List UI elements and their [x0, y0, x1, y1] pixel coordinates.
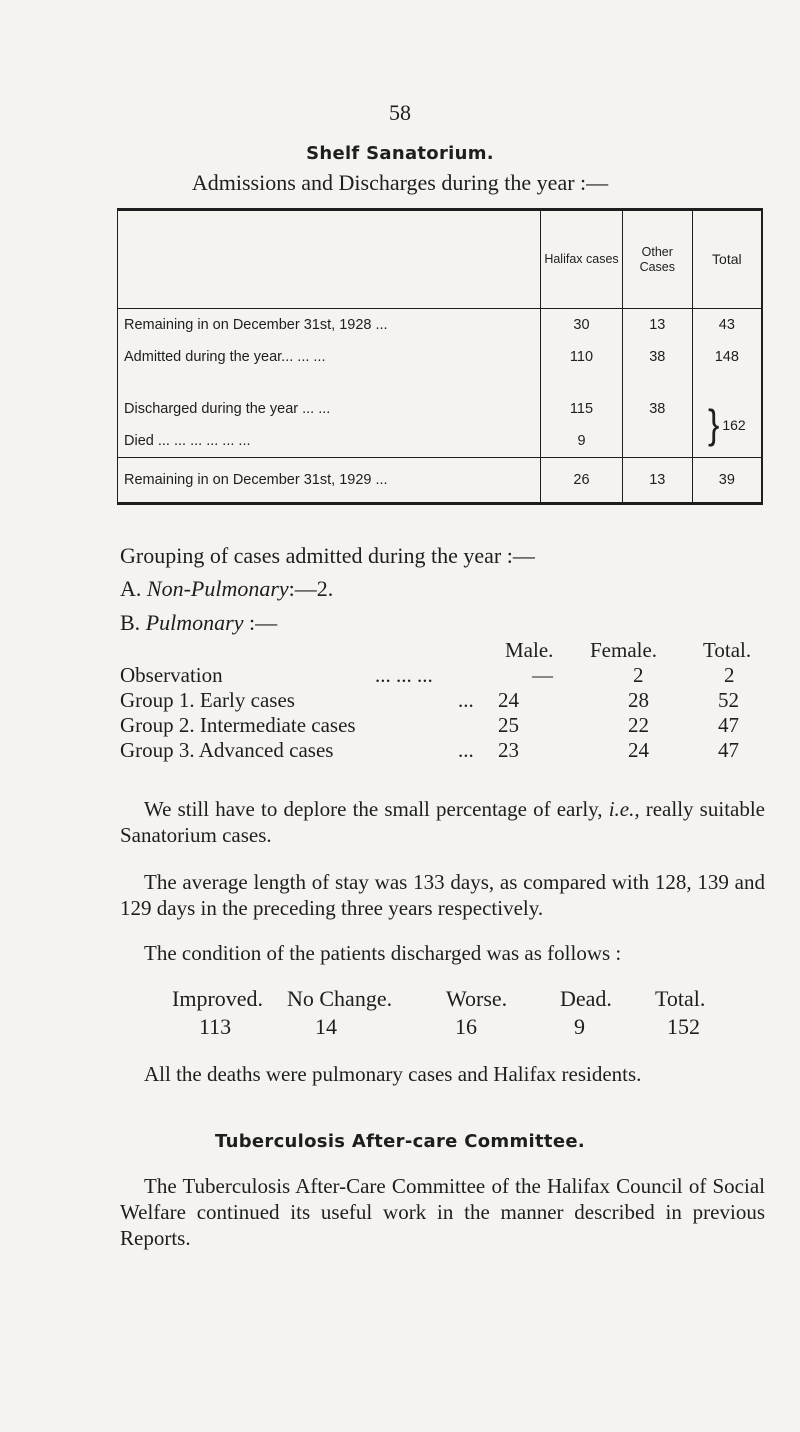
row-label: Died ... ... ... ... ... ... — [124, 433, 251, 449]
pulmonary-label: Pulmonary — [145, 610, 244, 635]
paragraph-average-stay: The average length of stay was 133 days, as compared with 128, 139 and 129 days in the preceding three years respectively. — [120, 870, 765, 920]
header-blank — [118, 210, 541, 309]
condition-value: 14 — [315, 1014, 337, 1039]
pulmonary-suffix: :— — [248, 610, 278, 635]
table-row — [118, 309, 763, 342]
group-male: 23 — [498, 738, 519, 762]
cell-halifax: 9 — [541, 425, 623, 458]
page-number: 58 — [389, 100, 411, 125]
cell-halifax: 26 — [541, 458, 623, 504]
condition-header: Improved. — [172, 986, 264, 1011]
para-text: really suitable Sanatorium cases. — [120, 797, 765, 847]
col-total: Total. — [703, 638, 752, 662]
condition-value: 16 — [455, 1014, 477, 1039]
group-total: 47 — [718, 713, 739, 737]
group-label: Group 3. Advanced cases — [120, 738, 334, 762]
condition-value: 113 — [199, 1014, 232, 1039]
para-text: We still have to deplore the small percentage of early, — [144, 797, 609, 821]
table-row — [118, 425, 763, 458]
row-label: Discharged during the year ... ... — [124, 401, 331, 417]
cell-other: 38 — [622, 341, 692, 373]
pulmonary-line — [120, 610, 277, 636]
row-label: Remaining in on December 31st, 1928 ... — [124, 317, 388, 333]
group-female: 24 — [628, 738, 649, 762]
grouping-heading: Grouping of cases admitted during the year :— — [120, 543, 535, 568]
header-halifax: Halifax cases — [541, 210, 623, 309]
condition-value: 152 — [667, 1014, 700, 1039]
group-total: 47 — [718, 738, 739, 762]
para-ie: i.e., — [608, 797, 640, 821]
condition-header: Dead. — [560, 986, 612, 1011]
group-male: 24 — [498, 688, 519, 712]
cell-total: 39 — [692, 458, 762, 504]
table-row — [118, 341, 763, 373]
brace-icon: } — [707, 402, 720, 448]
non-pulmonary-value: :—2. — [288, 576, 334, 601]
col-female: Female. — [590, 638, 658, 662]
cell-halifax: 115 — [541, 393, 623, 425]
group-male: — — [532, 663, 553, 687]
paragraph-early-cases — [120, 796, 765, 848]
group-female: 28 — [628, 688, 649, 712]
group-dots: ... — [458, 688, 474, 712]
row-label: Remaining in on December 31st, 1929 ... — [118, 458, 541, 504]
col-male: Male. — [505, 638, 554, 662]
condition-header: Worse. — [446, 986, 508, 1011]
list-item — [120, 663, 770, 689]
groups-header — [120, 638, 770, 664]
condition-header: No Change. — [287, 986, 393, 1011]
group-dots: ... — [458, 738, 474, 762]
table-caption: Admissions and Discharges during the year :— — [191, 170, 609, 195]
list-item — [120, 688, 770, 714]
list-item — [120, 713, 770, 739]
group-total: 2 — [724, 663, 735, 687]
condition-header: Total. — [655, 986, 706, 1011]
paragraph-deaths: All the deaths were pulmonary cases and Halifax residents. — [144, 1062, 642, 1086]
cell-other: 13 — [622, 458, 692, 504]
section-title: Shelf Sanatorium. — [306, 143, 494, 164]
committee-title: Tuberculosis After-care Committee. — [215, 1131, 585, 1152]
table-row — [118, 393, 763, 425]
non-pulmonary-line — [120, 576, 333, 602]
cell-other: 13 — [622, 309, 692, 342]
paragraph-condition: The condition of the patients discharged was as follows : — [144, 941, 622, 965]
group-female: 2 — [633, 663, 644, 687]
list-item — [120, 738, 770, 764]
group-label: Group 2. Intermediate cases — [120, 713, 356, 737]
non-pulmonary-label: Non-Pulmonary — [146, 576, 289, 601]
item-letter: B. — [120, 610, 141, 635]
bracket-total: 162 — [722, 417, 746, 433]
cell-other — [622, 425, 692, 458]
cell-total: 43 — [692, 309, 762, 342]
cell-total-bracketed — [692, 393, 762, 458]
group-total: 52 — [718, 688, 739, 712]
row-label: Admitted during the year... ... ... — [124, 349, 326, 365]
header-other: Other Cases — [622, 210, 692, 309]
cell-halifax: 110 — [541, 341, 623, 373]
admissions-table — [117, 208, 763, 505]
group-female: 22 — [628, 713, 649, 737]
cell-halifax: 30 — [541, 309, 623, 342]
group-dots: ... ... ... — [375, 663, 433, 687]
cell-other: 38 — [622, 393, 692, 425]
paragraph-committee: The Tuberculosis After-Care Committee of the Halifax Council of Social Welfare continued its useful work in the manner described in previous Reports. — [120, 1174, 765, 1250]
cell-total: 148 — [692, 341, 762, 373]
item-letter: A. — [120, 576, 142, 601]
group-male: 25 — [498, 713, 519, 737]
group-label: Group 1. Early cases — [120, 688, 295, 712]
group-label: Observation — [120, 663, 223, 687]
condition-value: 9 — [574, 1014, 585, 1039]
table-row — [118, 458, 763, 504]
header-total: Total — [692, 210, 762, 309]
